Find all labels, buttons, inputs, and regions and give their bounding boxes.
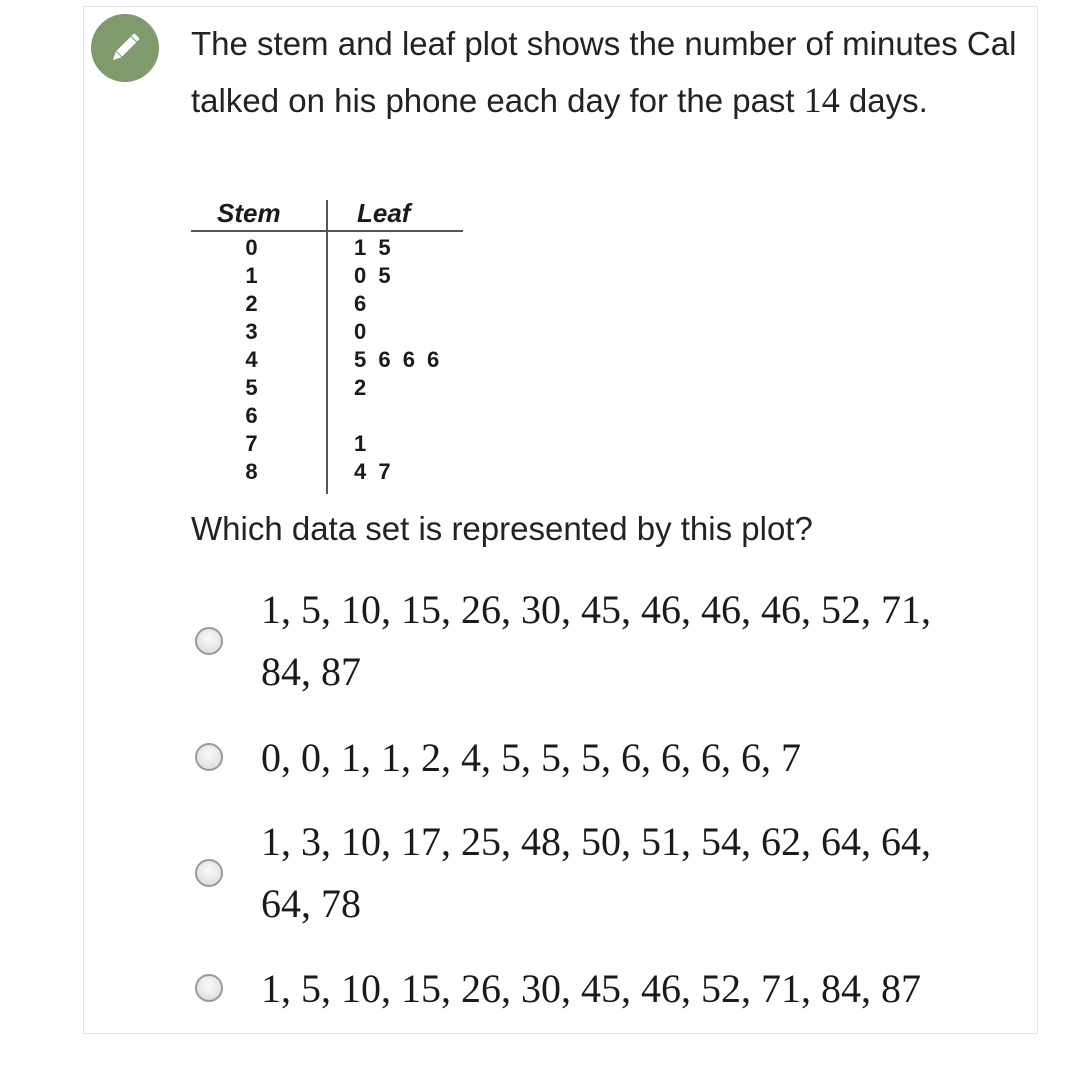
leaf-cell: 1 bbox=[354, 431, 370, 456]
radio-button[interactable] bbox=[195, 859, 223, 887]
stem-cell: 6 bbox=[245, 403, 261, 428]
question-prompt bbox=[191, 16, 1041, 129]
leaf-cell: 0 5 bbox=[354, 263, 394, 288]
stem-header: Stem bbox=[217, 198, 281, 228]
radio-button[interactable] bbox=[195, 743, 223, 771]
leaf-cell: 5 6 6 6 bbox=[354, 347, 443, 372]
option-text-line1: 1, 5, 10, 15, 26, 30, 45, 46, 46, 46, 52, 71, bbox=[261, 587, 931, 632]
answer-option-1[interactable] bbox=[195, 580, 995, 700]
option-text-line1: 1, 5, 10, 15, 26, 30, 45, 46, 52, 71, 84, 87 bbox=[261, 966, 921, 1011]
radio-button[interactable] bbox=[195, 627, 223, 655]
stem-cell: 8 bbox=[245, 459, 261, 484]
question-ask: Which data set is represented by this plot? bbox=[191, 510, 813, 547]
option-text-line1: 0, 0, 1, 1, 2, 4, 5, 5, 5, 6, 6, 6, 6, 7 bbox=[261, 735, 801, 780]
prompt-text-end: days. bbox=[839, 82, 928, 119]
stem-cell: 1 bbox=[245, 263, 261, 288]
stem-cell: 3 bbox=[245, 319, 261, 344]
option-text-line2: 84, 87 bbox=[261, 649, 361, 694]
pencil-icon bbox=[105, 28, 145, 68]
leaf-cell: 4 7 bbox=[354, 459, 394, 484]
prompt-day-count: 14 bbox=[803, 80, 840, 120]
plot-column-divider bbox=[326, 200, 328, 494]
radio-button[interactable] bbox=[195, 974, 223, 1002]
stem-cell: 2 bbox=[245, 291, 261, 316]
edit-badge[interactable] bbox=[91, 14, 159, 82]
stem-leaf-plot bbox=[191, 198, 463, 494]
answer-option-4[interactable] bbox=[195, 959, 995, 1019]
leaf-cell: 2 bbox=[354, 375, 370, 400]
stem-cell: 4 bbox=[245, 347, 261, 372]
stem-cell: 5 bbox=[245, 375, 261, 400]
leaf-column bbox=[354, 234, 464, 486]
option-text-line1: 1, 3, 10, 17, 25, 48, 50, 51, 54, 62, 64, 64, bbox=[261, 819, 931, 864]
stem-cell: 7 bbox=[245, 431, 261, 456]
leaf-cell: 6 bbox=[354, 291, 370, 316]
leaf-header: Leaf bbox=[357, 198, 411, 228]
leaf-cell bbox=[354, 402, 464, 430]
prompt-text: The stem and leaf plot shows the number of minutes Cal talked on his phone each day for the past bbox=[191, 25, 1017, 119]
stem-cell: 0 bbox=[245, 235, 261, 260]
stem-column bbox=[231, 234, 275, 486]
option-text-line2: 64, 78 bbox=[261, 881, 361, 926]
answer-option-2[interactable] bbox=[195, 728, 995, 788]
leaf-cell: 0 bbox=[354, 319, 370, 344]
leaf-cell: 1 5 bbox=[354, 235, 394, 260]
answer-option-3[interactable] bbox=[195, 812, 995, 932]
